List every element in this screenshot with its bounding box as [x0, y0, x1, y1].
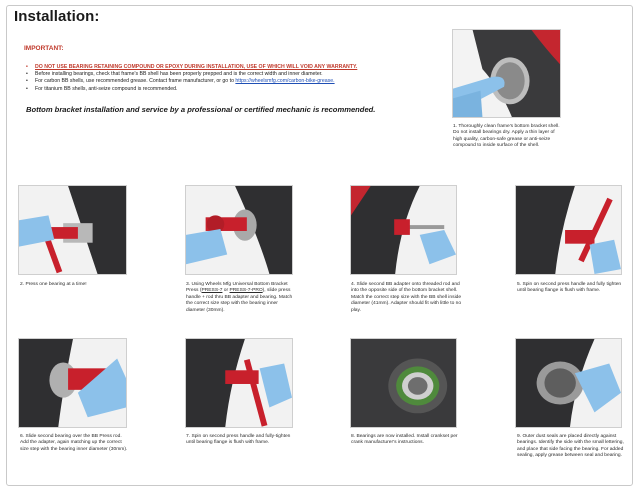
- important-notes: [26, 64, 386, 93]
- page-title: Installation:: [14, 8, 100, 25]
- step-1-caption: 1. Thoroughly clean frame's bottom bracket shell. Do not install bearings dry. Apply a thin layer of high quality, carbon-safe grease or anti-seize compound to inside surface of the shell.: [453, 124, 560, 149]
- step-6-photo: [18, 338, 127, 428]
- step-7-caption: 7. Spin on second press handle and fully-tighten until bearing flange is flush with frame.: [186, 434, 291, 446]
- step-3-photo: [185, 185, 293, 275]
- step-3-text-a: 3. Using Wheels Mfg Universal Bottom Bracket Press (: [186, 282, 288, 294]
- step-6-caption: 6. Slide second bearing over the BB Press rod. Add the adapter, again matching up the correct size step with the bearing inner diameter (30mm).: [20, 434, 128, 452]
- important-label: IMPORTANT:: [24, 45, 64, 52]
- step-4-caption: 4. Slide second BB adapter onto threaded rod and into the opposite side of the bottom bracket shell. Match the correct step size with the BB shell inside diameter (41mm). Adapter should fit with little to no play.: [351, 282, 462, 313]
- step-2-caption: 2. Press one bearing at a time!: [20, 282, 87, 287]
- note-bb-shell: • Before installing bearings, check that frame's BB shell has been properly prepped and is the correct width and inner diameter.: [26, 71, 386, 78]
- step-3-text-c: ), slide press handle + rod thru BB adapter and bearing. Match the correct size step with the bearing inner diameter (30mm).: [186, 288, 293, 313]
- step-5-photo: [515, 185, 622, 275]
- service-note: Bottom bracket installation and service by a professional or certified mechanic is recommended.: [26, 105, 376, 114]
- step-3-text-b: or: [222, 288, 230, 294]
- grease-link[interactable]: https://wheelsmfg.com/carbon-bike-grease.: [235, 78, 335, 85]
- step-2-photo: [18, 185, 127, 275]
- step-4-photo: [350, 185, 457, 275]
- note-titanium: • For titanium BB shells, anti-seize compound is recommended.: [26, 86, 386, 93]
- press-7-link[interactable]: PRESS-7: [201, 288, 223, 294]
- step-3-caption: [186, 282, 296, 314]
- note-carbon-text: For carbon BB shells, use recommended grease. Contact frame manufacturer, or go to: [35, 78, 236, 85]
- step-8-caption: 8. Bearings are now installed. Install crankset per crank manufacturer's instructions.: [351, 434, 458, 446]
- step-7-photo: [185, 338, 293, 428]
- step-1-photo: [452, 29, 561, 118]
- step-9-caption: 9. Outer dust seals are placed directly against bearings. Identify the side with the small lettering, and place that side facing the bearing. For added sealing, apply grease between seal and bearing.: [517, 434, 624, 459]
- note-carbon: [26, 78, 386, 85]
- note-warning: • DO NOT USE BEARING RETAINING COMPOUND OR EPOXY DURING INSTALLATION, USE OF WHICH WILL VOID ANY WARRANTY.: [26, 64, 386, 71]
- step-9-photo: [515, 338, 622, 428]
- step-5-caption: 5. Spin on second press handle and fully tighten until bearing flange is flush with frame.: [517, 282, 622, 294]
- step-8-photo: [350, 338, 457, 428]
- press-7-pro-link[interactable]: PRESS-7-PRO: [229, 288, 263, 294]
